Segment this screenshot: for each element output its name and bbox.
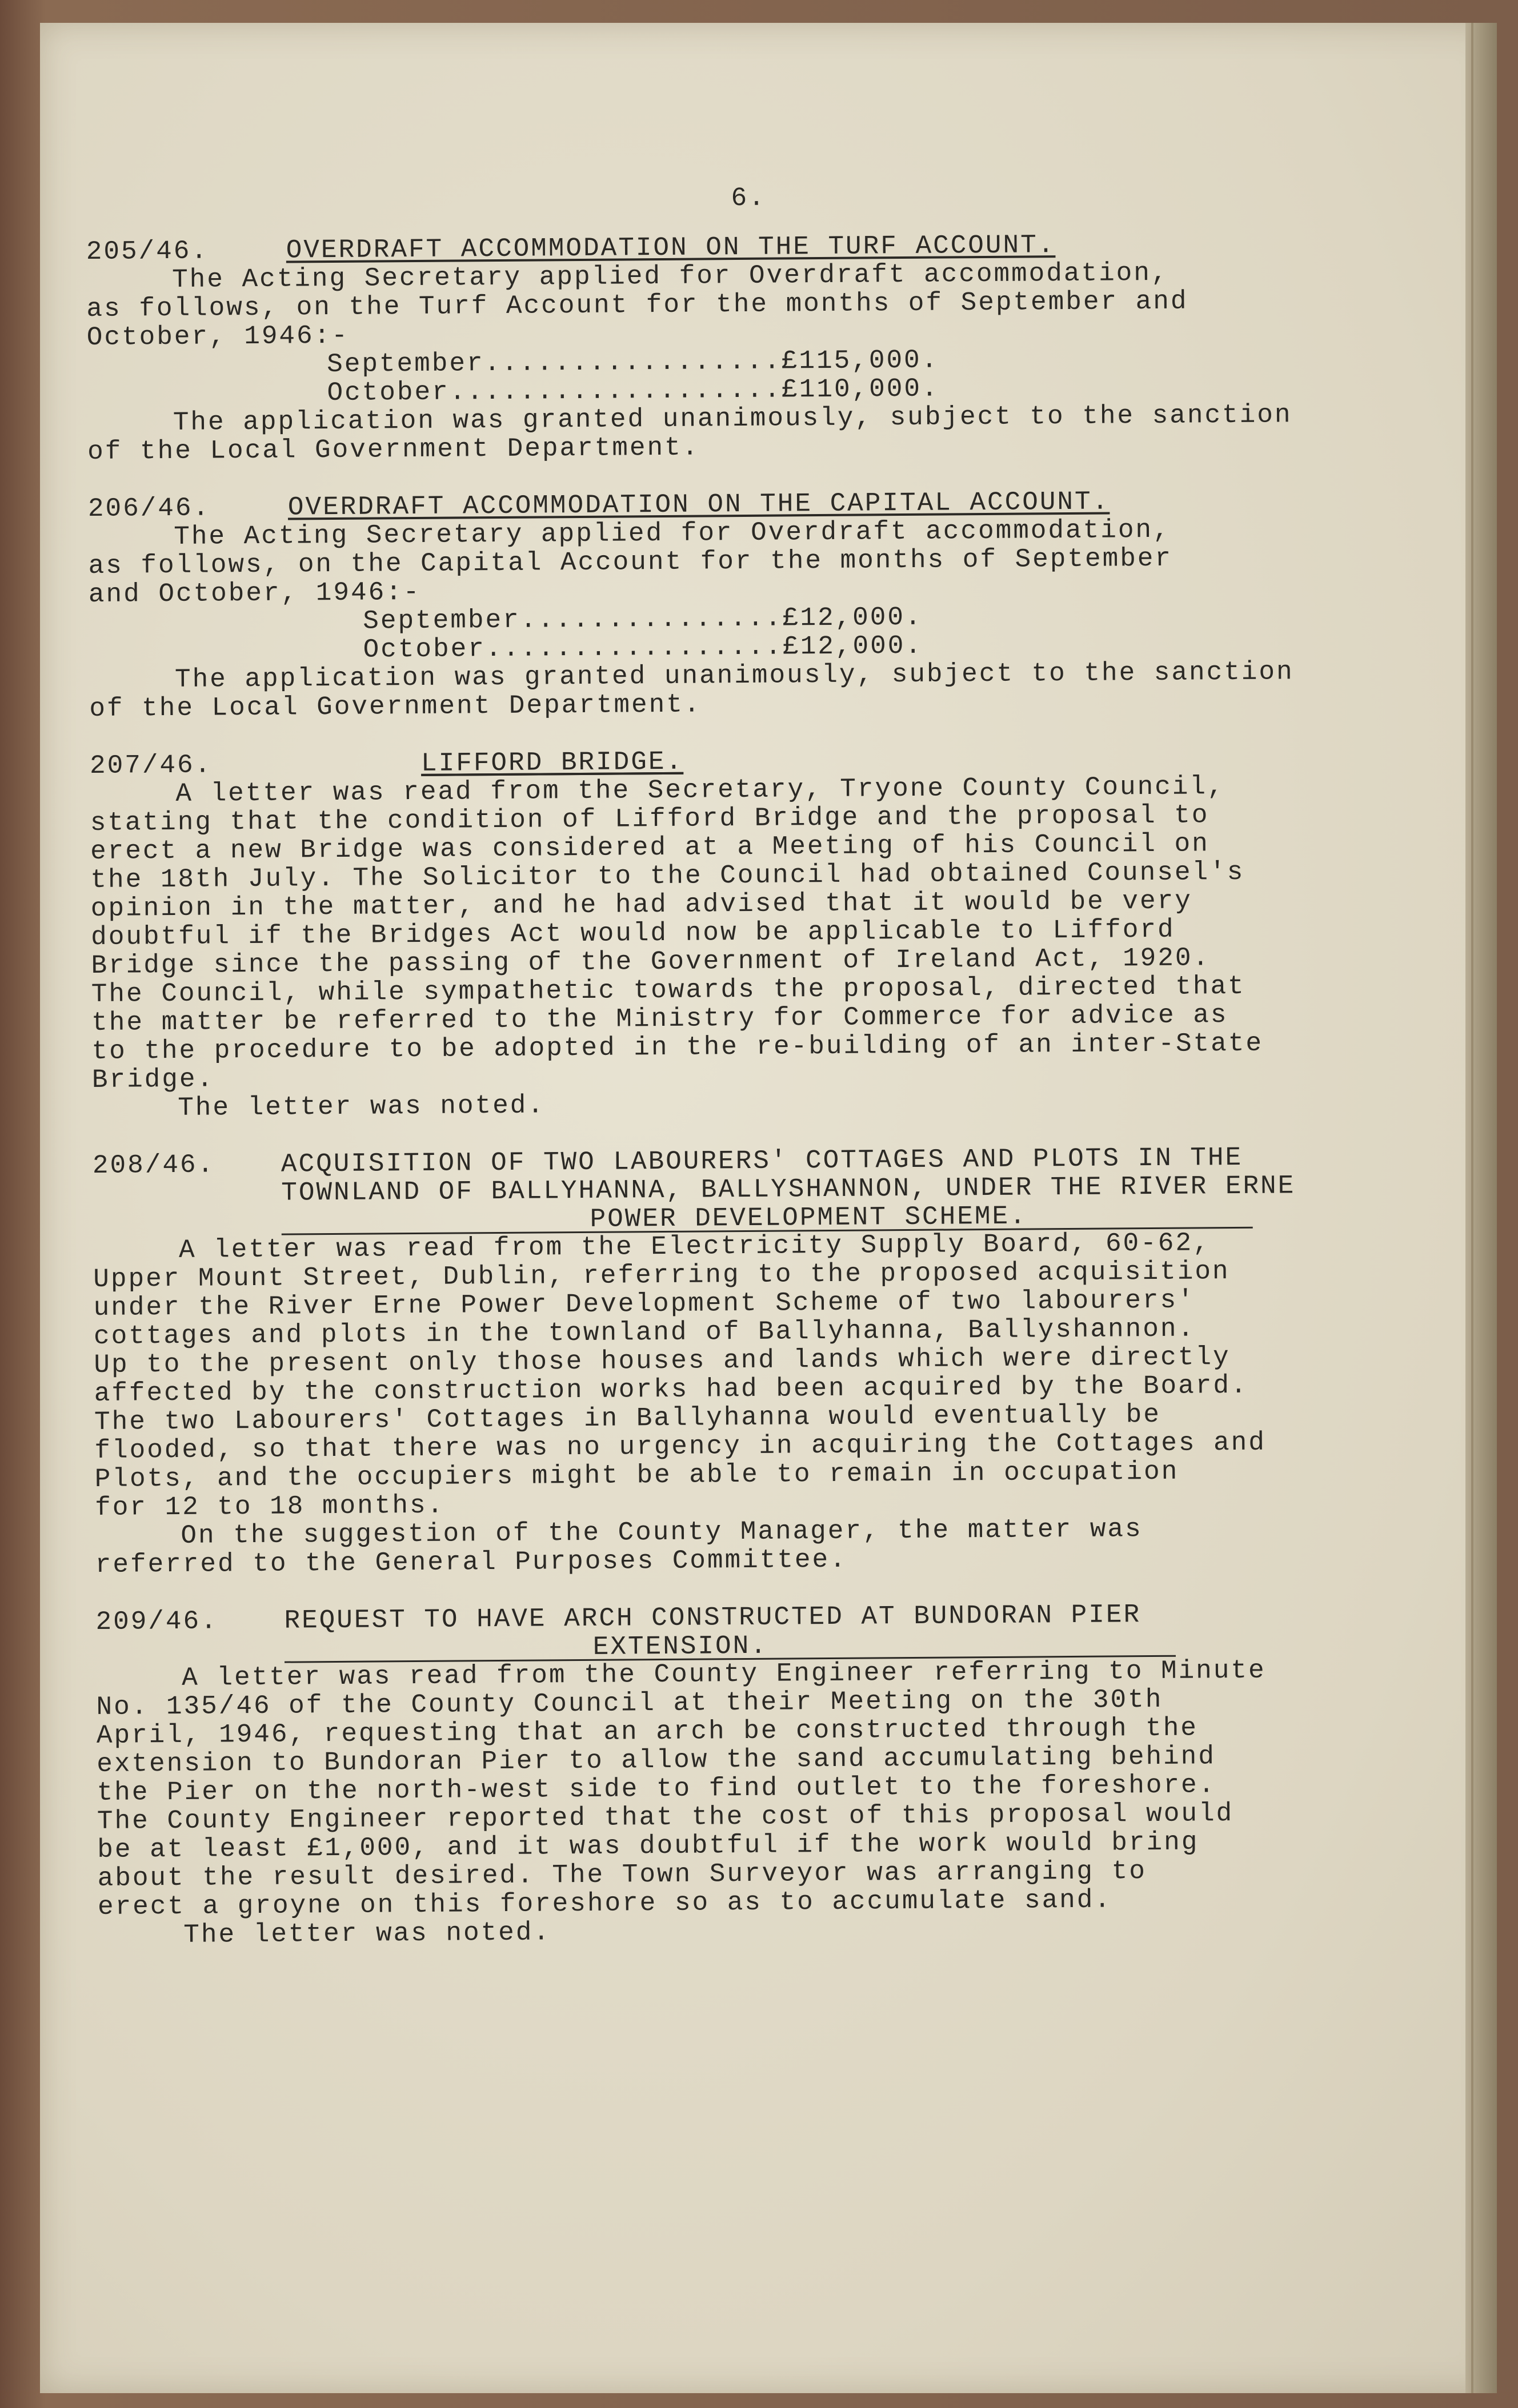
minute-title: OVERDRAFT ACCOMMODATION ON THE CAPITAL ACCOUNT. [287, 487, 1110, 523]
minute-line: Upper Mount Street, Dublin, referring to the proposed acquisition [93, 1257, 1230, 1294]
minute-line: The Council, while sympathetic towards the proposal, directed that [91, 971, 1245, 1009]
minute-line: erect a groyne on this foreshore so as to accumulate sand. [97, 1885, 1112, 1922]
minute-208 [93, 1143, 1352, 1579]
minute-title: OVERDRAFT ACCOMMODATION ON THE TURF ACCOUNT. [286, 230, 1056, 266]
minute-line: referred to the General Purposes Committee. [95, 1544, 847, 1580]
minute-line: On the suggestion of the County Manager, the matter was [181, 1514, 1143, 1551]
title-line: ACQUISITION OF TWO LABOURERS' COTTAGES AND PLOTS IN THE [281, 1142, 1243, 1179]
minute-line: A letter was read from the Electricity Supply Board, 60-62, [178, 1228, 1211, 1265]
minute-line: The Acting Secretary applied for Overdraft accommodation, [171, 258, 1169, 295]
minute-line: cottages and plots in the townland of Ballyhanna, Ballyshannon. [93, 1314, 1196, 1351]
minute-line: under the River Erne Power Development Scheme of two labourers' [93, 1285, 1195, 1323]
minute-line: A letter was read from the Secretary, Tryone County Council, [175, 772, 1225, 809]
page-number: 6. [731, 183, 766, 214]
minute-line: The letter was noted. [178, 1090, 546, 1123]
minute-line: as follows, on the Capital Account for the months of September [88, 543, 1173, 581]
minute-line: and October, 1946:- [88, 577, 421, 609]
title-line: EXTENSION. [592, 1631, 768, 1662]
minute-line: The two Labourers' Cottages in Ballyhanna would eventually be [94, 1399, 1161, 1437]
minute-line: extension to Bundoran Pier to allow the sand accumulating behind [97, 1741, 1216, 1779]
minute-line: as follows, on the Turf Account for the months of September and [86, 286, 1188, 324]
minute-line: affected by the construction works had been acquired by the Board. [94, 1370, 1248, 1408]
minute-line: the Pier on the north-west side to find outlet to the foreshore. [97, 1770, 1216, 1808]
minute-line: of the Local Government Department. [89, 689, 702, 724]
title-line: REQUEST TO HAVE ARCH CONSTRUCTED AT BUNDORAN PIER [284, 1600, 1141, 1636]
minute-line: Plots, and the occupiers might be able to remain in occupation [94, 1456, 1179, 1494]
minute-line: erect a new Bridge was considered at a Meeting of his Council on [90, 829, 1209, 866]
title-line: POWER DEVELOPMENT SCHEME. [590, 1201, 1027, 1234]
minute-207 [90, 743, 1349, 1123]
minute-line: A letter was read from the County Engineer referring to Minute [182, 1655, 1266, 1693]
minute-line: be at least £1,000, and it was doubtful if the work would bring [97, 1827, 1199, 1865]
minute-line: doubtful if the Bridges Act would now be applicable to Lifford [90, 914, 1175, 952]
page-edge-binding [1465, 23, 1497, 2393]
minute-line: Bridge. [91, 1064, 215, 1095]
minute-number: 205/46. [86, 236, 209, 267]
minute-205 [86, 229, 1345, 466]
minute-line: the 18th July. The Solicitor to the Council had obtained Counsel's [90, 857, 1245, 895]
minute-line: The application was granted unanimously, subject to the sanction [174, 657, 1294, 695]
minute-206 [88, 486, 1347, 723]
minute-number: 209/46. [95, 1606, 218, 1637]
minute-line: opinion in the matter, and he had advised that it would be very [90, 886, 1193, 924]
minute-209 [95, 1599, 1355, 1950]
minute-number: 208/46. [92, 1150, 215, 1181]
minute-line: The Acting Secretary applied for Overdraft accommodation, [174, 515, 1171, 552]
minute-line: the matter be referred to the Ministry for Commerce for advice as [91, 1000, 1228, 1038]
minute-line: The letter was noted. [183, 1917, 551, 1950]
amount-line: September.................£115,000. [326, 345, 939, 380]
minute-line: stating that the condition of Lifford Bridge and the proposal to [90, 800, 1209, 838]
minutes-text [86, 180, 1355, 1978]
minute-line: of the Local Government Department. [87, 432, 700, 467]
minute-line: The application was granted unanimously, subject to the sanction [173, 400, 1292, 438]
minute-number: 207/46. [89, 750, 213, 781]
amount-line: September...............£12,000. [363, 602, 923, 636]
amount-line: October...................£110,000. [327, 374, 939, 408]
minute-line: October, 1946:- [86, 320, 350, 352]
amount-line: October.................£12,000. [363, 631, 923, 665]
minute-line: about the result desired. The Town Surveyor was arranging to [97, 1856, 1147, 1893]
minute-title [281, 1143, 1296, 1235]
minute-line: April, 1946, requesting that an arch be constructed through the [96, 1713, 1199, 1751]
minute-line: flooded, so that there was no urgency in acquiring the Cottages and [94, 1427, 1267, 1466]
minute-line: for 12 to 18 months. [94, 1490, 445, 1523]
minute-line: The County Engineer reported that the cost of this proposal would [97, 1799, 1234, 1836]
minute-line: No. 135/46 of the County Council at their Meeting on the 30th [96, 1684, 1163, 1722]
minute-line: to the procedure to be adopted in the re-building of an inter-State [91, 1028, 1264, 1066]
minute-number: 206/46. [87, 493, 211, 524]
minute-title [284, 1600, 1141, 1663]
title-line: TOWNLAND OF BALLYHANNA, BALLYSHANNON, UNDER THE RIVER ERNE [281, 1171, 1296, 1208]
minute-line: Bridge since the passing of the Government of Ireland Act, 1920. [91, 943, 1211, 981]
minute-line: Up to the present only those houses and lands which were directly [94, 1342, 1231, 1380]
minute-title: LIFFORD BRIDGE. [420, 747, 684, 778]
